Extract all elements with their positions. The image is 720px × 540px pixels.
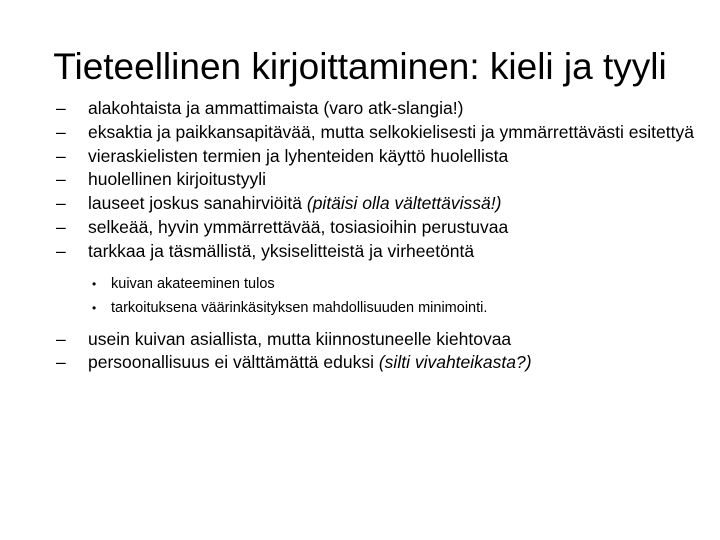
list-item (56, 351, 696, 375)
list-item (56, 145, 696, 169)
sub-list-item-text: tarkoituksena väärinkäsityksen mahdollisuuden minimointi. (111, 299, 488, 316)
dash-marker: – (56, 121, 66, 142)
list-item (56, 97, 696, 121)
list-item-text: eksaktia ja paikkansapitävää, mutta selkokielisesti ja ymmärrettävästi esitettyä (88, 121, 694, 142)
list-item (56, 328, 696, 352)
list-item-italic-text: (pitäisi olla vältettävissä!) (306, 193, 502, 214)
slide-title: Tieteellinen kirjoittaminen: kieli ja tyyli (53, 46, 667, 87)
bullet-marker: • (92, 300, 97, 315)
dash-marker: – (56, 328, 66, 349)
sub-list-item (92, 296, 696, 320)
list-item-text: persoonallisuus ei välttämättä eduksi (88, 352, 379, 373)
dash-marker: – (56, 352, 66, 373)
bullet-list (56, 97, 696, 375)
list-item (56, 168, 696, 192)
list-item-text: huolellinen kirjoitustyyli (88, 169, 266, 190)
dash-marker: – (56, 169, 66, 190)
dash-marker: – (56, 193, 66, 214)
list-item-text: lauseet joskus sanahirviöitä (88, 193, 307, 214)
list-item-text: vieraskielisten termien ja lyhenteiden käyttö huolellista (88, 145, 509, 166)
list-item (56, 121, 696, 145)
list-item-text: tarkkaa ja täsmällistä, yksiselitteistä ja virheetöntä (88, 240, 475, 261)
sub-list-item-text: kuivan akateeminen tulos (111, 275, 275, 292)
list-item (56, 192, 696, 216)
list-item-text: selkeää, hyvin ymmärrettävää, tosiasioihin perustuvaa (88, 216, 509, 237)
list-item (56, 216, 696, 240)
sub-bullet-list (56, 272, 696, 320)
dash-marker: – (56, 240, 66, 261)
dash-marker: – (56, 98, 66, 118)
dash-marker: – (56, 216, 66, 237)
list-item (56, 240, 696, 264)
list-item-text: alakohtaista ja ammattimaista (varo atk-slangia!) (88, 98, 464, 118)
list-item-italic-text: (silti vivahteikasta?) (378, 352, 532, 373)
list-item-text: usein kuivan asiallista, mutta kiinnostuneelle kiehtovaa (88, 328, 512, 349)
bullet-marker: • (92, 276, 97, 291)
sub-list-item (92, 272, 696, 296)
dash-marker: – (56, 145, 66, 166)
